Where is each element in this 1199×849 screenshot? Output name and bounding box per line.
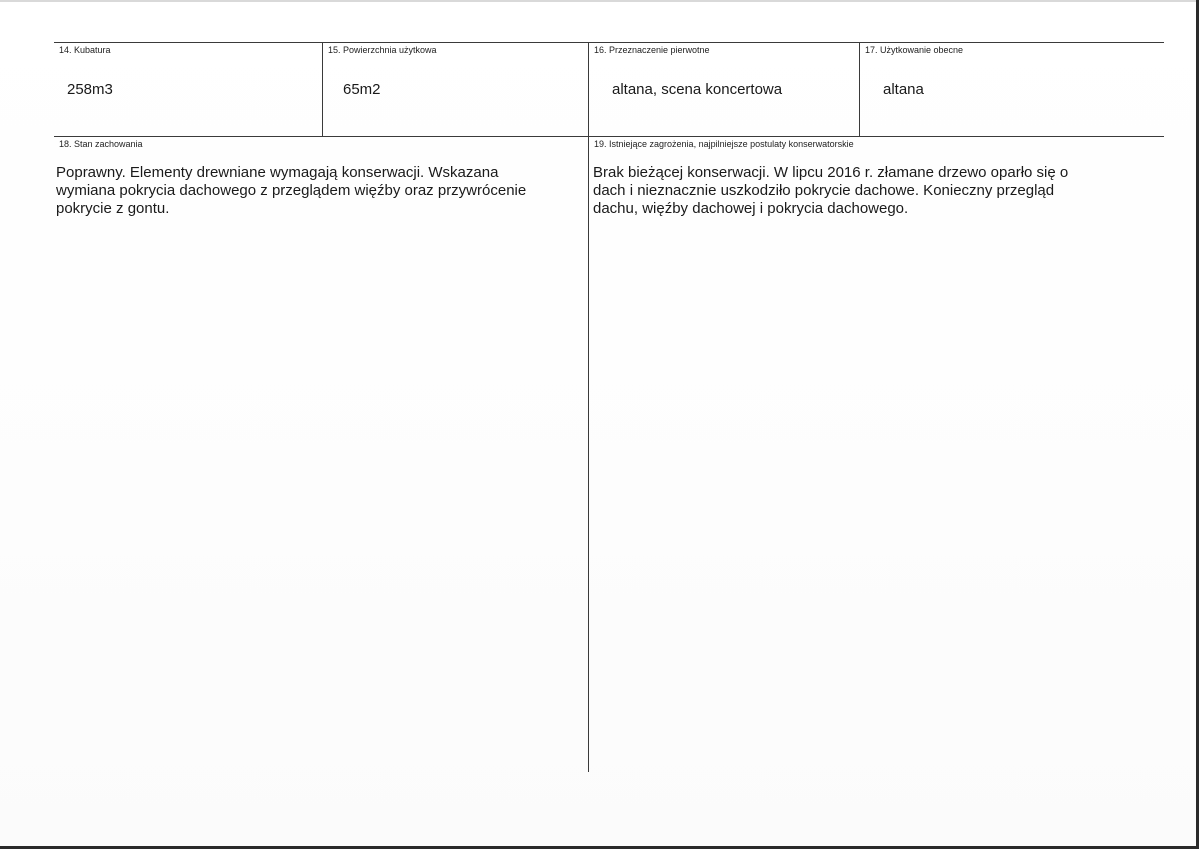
sheet-top-edge (0, 0, 1199, 2)
field-zagrozenia-label: 19. Istniejące zagrożenia, najpilniejsze postulaty konserwatorskie (594, 139, 854, 149)
text-line: Poprawny. Elementy drewniane wymagają konserwacji. Wskazana (56, 164, 499, 181)
field-kubatura-value: 258m3 (67, 81, 113, 98)
field-zagrozenia-text (593, 164, 1153, 218)
field-stan-zachowania-label: 18. Stan zachowania (59, 139, 143, 149)
text-line: dachu, więźby dachowej i pokrycia dachowego. (593, 200, 909, 217)
row1-divider-2 (588, 42, 589, 136)
field-stan-zachowania-text (56, 164, 581, 218)
row2-top-rule (54, 136, 1164, 137)
field-kubatura-label: 14. Kubatura (59, 45, 111, 55)
field-uzytkowanie-value: altana (883, 81, 924, 98)
text-line: dach i nieznacznie uszkodziło pokrycie dachowe. Konieczny przegląd (593, 182, 1055, 199)
text-line: Brak bieżącej konserwacji. W lipcu 2016 r. złamane drzewo oparło się o (593, 164, 1069, 181)
field-przeznaczenie-value: altana, scena koncertowa (612, 81, 783, 98)
row1-divider-3 (859, 42, 860, 136)
row2-divider (588, 136, 589, 772)
text-line: wymiana pokrycia dachowego z przeglądem więźby oraz przywrócenie (56, 182, 527, 199)
row1-top-rule (54, 42, 1164, 43)
field-przeznaczenie-label: 16. Przeznaczenie pierwotne (594, 45, 710, 55)
row1-divider-1 (322, 42, 323, 136)
text-line: pokrycie z gontu. (56, 200, 170, 217)
field-powierzchnia-label: 15. Powierzchnia użytkowa (328, 45, 437, 55)
field-powierzchnia-value: 65m2 (343, 81, 381, 98)
field-uzytkowanie-label: 17. Użytkowanie obecne (865, 45, 964, 55)
